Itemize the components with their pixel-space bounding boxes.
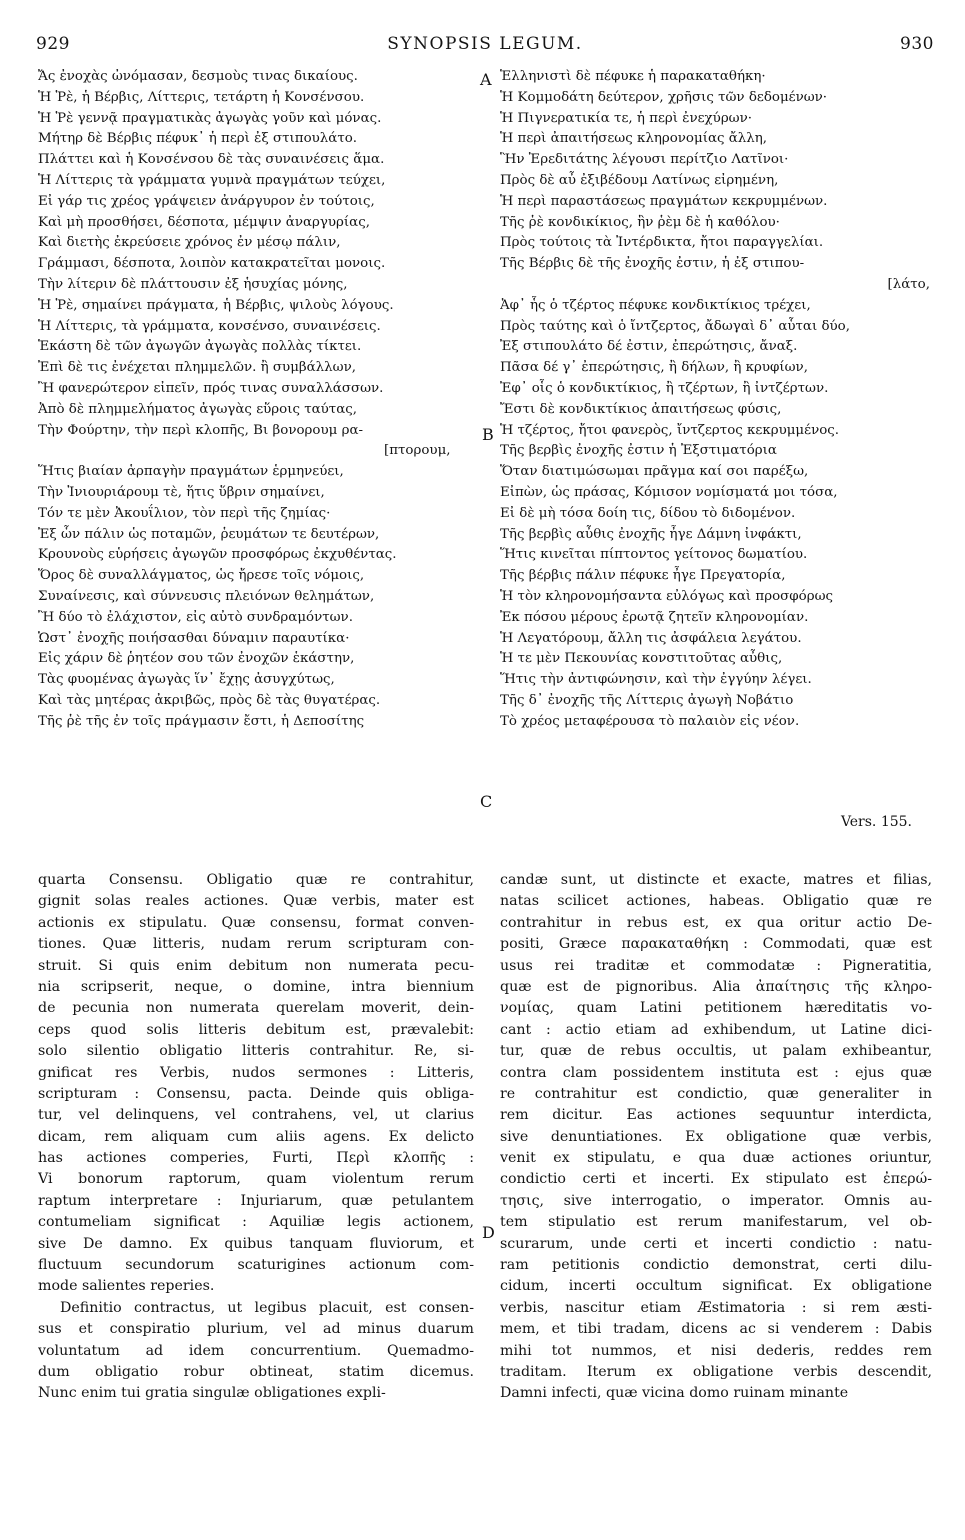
verse-line: Τῆς βερβὶς ἐνοχῆς ἐστιν ἡ Ἐξστιματόρια [500,443,777,459]
verse-line: Ἐκ πόσου μέρους ἐρωτᾷ ζητεῖν κληρονομίαν. [500,609,809,625]
verse-line: Ἢ δύο τὸ ἐλάχιστον, εἰς αὐτὸ συνδραμόντων. [38,609,353,625]
prose-line: νομίας, quam Latini petitionem hæreditatis vo- [500,1000,932,1017]
verse-line: Καὶ μὴ προσθήσει, δέσποτα, μέμψιν ἀναργυρίας, [38,214,370,230]
greek-verse-column-left [38,67,474,733]
prose-line: verbis, nascitur etiam Æstimatoria : si rem æsti- [500,1299,932,1316]
prose-line: sive denuntiationes. Ex obligatione quæ verbis, [500,1128,932,1145]
prose-line: natas scilicet actiones, habeas. Obligatio quæ re [500,893,932,910]
verse-line: Ἐξ ὧν πάλιν ὡς ποταμῶν, ῥευμάτων τε δευτέρων, [38,526,380,542]
verse-line: [λάτο, [887,276,930,292]
prose-line: usus rei traditæ et commodatæ : Pigneratitia, [500,957,932,974]
prose-line: mode salientes reperies. [38,1278,215,1295]
prose-line: contrahitur in rebus est, ex qua oritur actio De- [500,914,932,931]
prose-line: Vi bonorum raptorum, quam violentum rerum [38,1171,474,1188]
verse-line: Πρὸς δὲ αὖ ἐξιβέδουμ Λατίνως εἰρημένη, [500,172,779,188]
prose-line: nia scripserit, neque, o domine, intra biennium [38,978,474,995]
verse-line: Ἡ τζέρτος, ἤτοι φανερὸς, ἴντζερτος κεκρυμμένος. [500,422,840,438]
prose-line: candæ sunt, ut distincte et exacte, matres et filias, [500,872,932,888]
verse-line: Ἄς ἐνοχὰς ὠνόμασαν, δεσμοὺς τινας δικαίους. [38,69,358,84]
prose-line: Damni infecti, quæ vicina domo ruinam minante [500,1385,849,1402]
verse-line: Ἐξ στιπουλάτο δέ ἐστιν, ἐπερώτησις, ἄναξ. [500,339,798,355]
latin-prose-column-left [38,870,474,1405]
verse-line: Ἣν Ἐρεδιτάτης λέγουσι περίτζιο Λατῖνοι· [500,152,789,168]
verse-line: Καὶ τὰς μητέρας ἀκριβῶς, πρὸς δὲ τὰς θυγατέρας. [38,692,381,708]
verse-count-note: Vers. 155. [840,814,912,830]
prose-line: scripturam : Consensu, pacta. Deinde quis obliga- [38,1085,474,1102]
verse-line: Πρὸς ταύτης καὶ ὁ ἴντζερτος, ἄδωγαὶ δ᾽ αὗται δύο, [500,318,850,334]
verse-line: Ἡ περὶ παραστάσεως πραγμάτων κεκρυμμένων. [500,193,828,209]
verse-line: Ἡ περὶ ἀπαιτήσεως κληρονομίας ἄλλη, [500,131,768,147]
prose-line: contra clam possidentem instituta est : ejus quæ [500,1064,932,1081]
prose-line: tur, quæ de rebus occultis, ut palam exhibeantur, [500,1043,932,1060]
verse-line: [πτορουμ, [384,443,451,459]
verse-line: Ἀφ᾽ ἧς ὁ τζέρτος πέφυκε κονδικτίκιος τρέχει, [500,297,811,313]
section-marker-d: D [482,1223,495,1242]
verse-line: Τὸ χρέος μεταφέρουσα τὸ παλαιὸν εἰς νέον. [500,713,800,729]
verse-line: Τόν τε μὲν Ἀκουΐλιον, τὸν περὶ τῆς ζημίας· [38,505,331,521]
prose-line: sus et conspiratio plurium, vel ad minus duarum [38,1321,474,1338]
prose-line: struit. Si quis enim debitum non numerata pecu- [38,957,474,974]
prose-line: sive De damno. Ex quibus tanquam fluviorum, et [38,1235,474,1252]
prose-line: τησις, sive interrogatio, o imperator. Omnis au- [500,1192,932,1209]
verse-line: Ἢ φανερώτερον εἰπεῖν, πρός τινας συναλλάσσων. [38,380,384,396]
running-title: SYNOPSIS LEGUM. [387,34,583,54]
prose-line: positi, Græce παρακαταθήκη : Commodati, quæ est [500,936,932,953]
latin-prose-column-right [500,870,932,1405]
prose-line: scurarum, unde certi et incerti condictio : natu- [500,1235,932,1252]
verse-line: Τῆς βερβὶς αὖθις ἐνοχῆς ἦγε Δάμνη ἰνφάκτι, [500,526,802,542]
verse-line: Ἡ τε μὲν Πεκουνίας κονστιτοῦτας αὖθις, [500,651,783,667]
prose-line: gnificat res Verbis, nudos sermones : Litteris, [38,1064,474,1081]
verse-line: Ἐφ᾽ οἷς ὁ κονδικτίκιος, ἢ τζέρτων, ἢ ἰντζέρτων. [500,380,829,396]
verse-line: Τὴν λίτεριν δὲ πλάττουσιν ἐξ ἡσυχίας μόνης, [38,276,348,292]
verse-line: Καὶ διετὴς ἐκρεύσειε χρόνος ἐν μέσῳ πάλιν, [38,235,341,251]
prose-line: ram petitionis condictio demonstrat, certi dilu- [500,1257,932,1274]
section-marker-b: B [482,425,494,444]
verse-line: Ἡ Πιγνερατικία τε, ἡ περὶ ἐνεχύρων· [500,110,753,126]
verse-line: Τῆς ῥὲ τῆς ἐν τοῖς πράγμασιν ἔστι, ἡ Δεποσίτης [38,713,365,729]
prose-line: condictio certi et incerti. Ex stipulato est ἐπερώ- [500,1171,932,1188]
prose-line: raptum interpretare : Injuriarum, quæ petulantem [38,1192,474,1209]
prose-line: mem, et tibi tradam, dicens ac si venderem : Dabis [500,1321,932,1338]
verse-line: Εἰ γάρ τις χρέος γράψειεν ἀνάργυρον ἐν τούτοις, [38,193,375,209]
prose-line: gignit solas reales actiones. Quæ verbis, mater est [38,893,474,910]
prose-line: de pecunia non numerata querelam moverit, dein- [38,1000,474,1017]
prose-line: tem stipulatio est rerum manifestarum, vel ob- [500,1214,932,1231]
verse-line: Πρὸς τούτοις τὰ Ἰντέρδικτα, ἤτοι παραγγελίαι. [500,235,824,251]
verse-line: Ἑκάστη δὲ τῶν ἀγωγῶν ἀγωγὰς πολλὰς τίκτει. [38,339,362,355]
prose-line: solo silentio obligatio litteris contrahitur. Re, si- [38,1043,474,1060]
verse-line: Τῆς Βέρβις δὲ τῆς ἐνοχῆς ἐστιν, ἡ ἐξ στιπου- [500,256,805,272]
verse-line: Ἡ Ῥὲ, σημαίνει πράγματα, ἡ Βέρβις, ψιλοὺς λόγους. [38,297,394,313]
prose-line: Definitio contractus, ut legibus placuit, est consen- [60,1299,474,1316]
verse-line: Ὅρος δὲ συναλλάγματος, ὡς ἤρεσε τοῖς νόμοις, [38,568,365,584]
verse-line: Ἡ τὸν κληρονομήσαντα εὐλόγως καὶ προσφόρως [500,588,834,604]
page-number-left: 929 [36,34,70,54]
prose-line: voluntatum ad idem concurrentium. Quemadmo- [38,1342,474,1359]
verse-line: Ἡ Λεγατόρουμ, ἄλλη τις ἀσφάλεια λεγάτου. [500,630,802,646]
prose-line: quarta Consensu. Obligatio quæ re contrahitur, [38,872,474,888]
verse-line: Ἡ Ῥὲ γεννᾷ πραγματικὰς ἀγωγὰς γοῦν καὶ μόνας. [38,110,382,126]
verse-line: Τῆς ῥὲ κονδικίκιος, ἣν ῥὲμ δὲ ἡ καθόλου· [500,214,780,230]
prose-line: Nunc enim tui gratia singulæ obligationes expli- [38,1385,386,1402]
prose-line: venit ex stipulatu, e qua duæ actiones oriuntur, [500,1150,932,1167]
prose-line: contumeliam significat : Aquiliæ legis actionem, [38,1214,474,1231]
verse-line: Συναίνεσις, καὶ σύννευσις πλειόνων θελημάτων, [38,588,375,604]
verse-line: Ἀπὸ δὲ πλημμελήματος ἀγωγὰς εὕροις ταύτας, [38,401,358,417]
verse-line: Μήτηρ δὲ Βέρβις πέφυκ᾽ ἡ περὶ ἐξ στιπουλάτο. [38,131,358,147]
running-header [36,34,934,58]
verse-line: Ἡ Λίττερις, τὰ γράμματα, κονσένσο, συναινέσεις. [38,318,381,334]
prose-line: tur, vel delinquens, vel contrahens, vel, ut clarius [38,1107,474,1124]
prose-line: quæ est de pignoribus. Alia ἀπαίτησις τῆς κληρο- [500,978,932,995]
verse-line: Γράμμασι, δέσποτα, λοιπὸν κατακρατεῖται μονοις. [38,256,386,272]
verse-line: Τὴν Φούρτην, τὴν περὶ κλοπῆς, Βι βονορουμ ρα- [38,422,364,438]
verse-line: Τὰς φυομένας ἀγωγὰς ἵν᾽ ἔχῃς ἀσυγχύτως, [38,672,335,688]
verse-line: Ἥτις κινεῖται πίπτοντος γείτονος δωματίου. [500,547,808,563]
verse-line: Ἥτις τὴν ἀντιφώνησιν, καὶ τὴν ἐγγύην λέγει. [500,672,812,688]
verse-line: Τῆς βέρβις πάλιν πέφυκε ἦγε Πρεγατορία, [500,568,786,584]
prose-line: fluctuum secundorum scaturigines actionum com- [38,1257,474,1274]
section-marker-c: C [480,792,493,811]
prose-line: ceps quod solis litteris debitum est, prævalebit: [38,1021,474,1038]
page-number-right: 930 [900,34,934,54]
prose-line: re contrahitur est condictio, quæ generaliter in [500,1085,932,1102]
verse-line: Κρουνοὺς εὑρήσεις ἀγωγῶν προσφόρως ἐκχυθέντας. [38,547,397,563]
prose-line: cidum, incerti occultum significat. Ex obligatione [500,1278,932,1295]
prose-line: dicam, rem aliquam cum aliis agens. Ex delicto [38,1128,474,1145]
verse-line: Τῆς δ᾽ ἐνοχῆς τῆς Λίττερις ἀγωγὴ Νοβάτιο [500,692,794,708]
prose-line: tiones. Quæ litteris, nudam rerum scripturam con- [38,936,474,953]
verse-line: Ἔστι δὲ κονδικτίκιος ἀπαιτήσεως φύσις, [500,401,782,417]
verse-line: Εἰς χάριν δὲ ῥητέον σου τῶν ἐνοχῶν ἑκάστην, [38,651,355,667]
verse-line: Πᾶσα δέ γ᾽ ἐπερώτησις, ἢ δήλων, ἢ κρυφίων, [500,360,808,376]
verse-line: Ἡ Ῥὲ, ἡ Βέρβις, Λίττερις, τετάρτη ἡ Κονσένσου. [38,89,365,105]
verse-line: Εἰ δὲ μὴ τόσα δοίη τις, δίδου τὸ διδομένον. [500,505,796,521]
verse-line: Ἡ Λίττερις τὰ γράμματα γυμνὰ πραγμάτων τεύχει, [38,172,386,188]
verse-line: Τὴν Ἰνιουριάρουμ τὲ, ἥτις ὕβριν σημαίνει, [38,484,325,500]
prose-line: dum obligatio robur obtineat, statim dicemus. [38,1363,474,1380]
prose-line: traditam. Iterum ex obligatione verbis descendit, [500,1363,932,1380]
verse-line: Ἥτις βιαίαν ἁρπαγὴν πραγμάτων ἑρμηνεύει, [38,464,344,480]
verse-line: Πλάττει καὶ ἡ Κονσένσου δὲ τὰς συναινέσεις ἅμα. [38,152,385,168]
verse-line: Ὡστ᾽ ἐνοχῆς ποιήσασθαι δύναμιν παραυτίκα· [38,630,350,646]
prose-line: has actiones comperies, Furti, Περὶ κλοπῆς : [38,1150,474,1167]
verse-line: Ἡ Κομμοδάτη δεύτερον, χρῆσις τῶν δεδομένων· [500,89,828,105]
prose-line: mihi tot nummos, et nisi dederis, reddes rem [500,1342,932,1359]
greek-verse-column-right [500,67,930,733]
prose-line: rem dicitur. Eas actiones sequuntur interdicta, [500,1107,932,1124]
verse-line: Ἐπὶ δὲ τις ἐνέχεται πλημμελῶν. ἢ συμβάλλων, [38,360,356,376]
section-marker-a: A [480,70,492,89]
verse-line: Εἰπὼν, ὡς πράσας, Κόμισον νομίσματά μοι τόσα, [500,484,838,500]
prose-line: cant : actio etiam ad exhibendum, ut Latine dici- [500,1021,932,1038]
verse-line: Ἑλληνιστὶ δὲ πέφυκε ἡ παρακαταθήκη· [500,69,766,84]
prose-line: actionis ex stipulatu. Quæ consensu, format conven- [38,914,474,931]
verse-line: Ὅταν διατιμώσωμαι πρᾶγμα καί σοι παρέξω, [500,464,809,480]
